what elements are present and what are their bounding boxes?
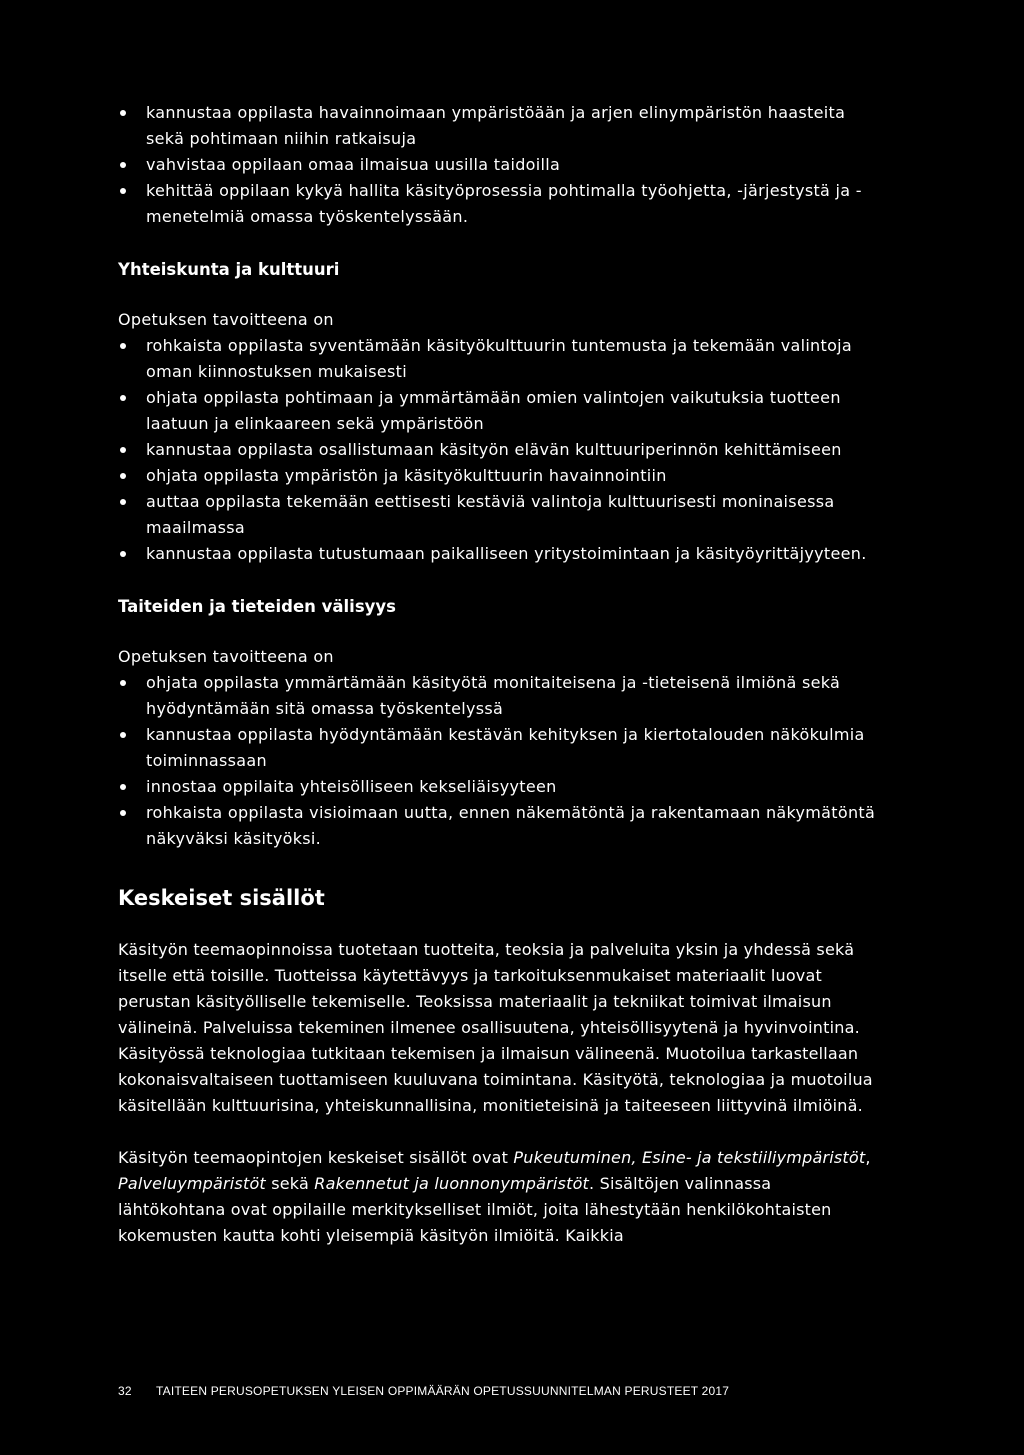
list-item: kannustaa oppilasta havainnoimaan ympäristöään ja arjen elinympäristön haasteita sekä pohtimaan niihin ratkaisuja: [118, 100, 878, 152]
page-footer: [118, 1383, 729, 1399]
section-intro: Opetuksen tavoitteena on: [118, 647, 334, 666]
list-item: auttaa oppilasta tekemään eettisesti kestäviä valintoja kulttuurisesti moninaisessa maailmassa: [118, 489, 878, 541]
arts-bullet-list: [118, 670, 878, 852]
list-item: kannustaa oppilasta tutustumaan paikalliseen yritystoimintaan ja käsityöyrittäjyyteen.: [118, 541, 878, 567]
list-item: kannustaa oppilasta osallistumaan käsityön elävän kulttuuriperinnön kehittämiseen: [118, 437, 878, 463]
page-number: 32: [118, 1384, 132, 1398]
text-run: sekä: [265, 1174, 315, 1193]
list-item: ohjata oppilasta pohtimaan ja ymmärtämään omien valintojen vaikutuksia tuotteen laatuun ja elinkaareen sekä ympäristöön: [118, 385, 878, 437]
list-item: vahvistaa oppilaan omaa ilmaisua uusilla taidoilla: [118, 152, 878, 178]
list-item: kehittää oppilaan kykyä hallita käsityöprosessia pohtimalla työohjetta, -järjestystä ja -menetelmiä omassa työskentelyssään.: [118, 178, 878, 230]
list-item: rohkaista oppilasta visioimaan uutta, ennen näkemätöntä ja rakentamaan näkymätöntä näkyväksi käsityöksi.: [118, 800, 878, 852]
section-heading-society: Yhteiskunta ja kulttuuri: [118, 260, 340, 279]
section-heading-content: Keskeiset sisällöt: [118, 886, 325, 910]
list-item: kannustaa oppilasta hyödyntämään kestävän kehityksen ja kiertotalouden näkökulmia toiminnassaan: [118, 722, 878, 774]
paragraph: Käsityön teemaopinnoissa tuotetaan tuotteita, teoksia ja palveluita yksin ja yhdessä sekä itselle että toisille. Tuotteissa käytettävyys ja tarkoituksenmukaiset materiaalit luovat perustan käsityölliselle tekemiselle. Teoksissa materiaalit ja tekniikat toimivat ilmaisun välineinä. Palveluissa tekeminen ilmenee osallisuutena, yhteisöllisyytenä ja hyvinvointina. Käsityössä teknologiaa tutkitaan tekemisen ja ilmaisun välineenä. Muotoilua tarkastellaan kokonaisvaltaiseen tuottamiseen kuuluvana toimintana. Käsityötä, teknologiaa ja muotoilua käsitellään kulttuurisina, yhteiskunnallisina, monitieteisinä ja taiteeseen liittyvinä ilmiöinä.: [118, 940, 873, 1115]
page-content: [118, 100, 878, 1249]
emphasis-text: Palveluympäristöt: [118, 1174, 266, 1193]
society-bullet-list: [118, 333, 878, 567]
paragraph: [118, 1145, 878, 1249]
text-run: . Sisältöjen valinnassa lähtökohtana ovat oppilaille merkitykselliset ilmiöt, joita lähestytään henkilökohtaisten kokemusten kautta kohti yleisempiä käsityön ilmiöitä. Kaikkia: [118, 1174, 832, 1245]
text-run: ,: [865, 1148, 871, 1167]
list-item: innostaa oppilaita yhteisölliseen kekseliäisyyteen: [118, 774, 878, 800]
emphasis-text: Rakennetut ja luonnonympäristöt: [314, 1174, 590, 1193]
footer-title: TAITEEN PERUSOPETUKSEN YLEISEN OPPIMÄÄRÄN OPETUSSUUNNITELMAN PERUSTEET 2017: [156, 1384, 730, 1398]
emphasis-text: Pukeutuminen, Esine- ja tekstiiliympäristöt: [513, 1148, 866, 1167]
list-item: rohkaista oppilasta syventämään käsityökulttuurin tuntemusta ja tekemään valintoja oman kiinnostuksen mukaisesti: [118, 333, 878, 385]
section-intro: Opetuksen tavoitteena on: [118, 310, 334, 329]
intro-bullet-list: [118, 100, 878, 230]
list-item: ohjata oppilasta ympäristön ja käsityökulttuurin havainnointiin: [118, 463, 878, 489]
list-item: ohjata oppilasta ymmärtämään käsityötä monitaiteisena ja -tieteisenä ilmiönä sekä hyödyntämään sitä omassa työskentelyssä: [118, 670, 878, 722]
section-heading-arts: Taiteiden ja tieteiden välisyys: [118, 597, 396, 616]
text-run: Käsityön teemaopintojen keskeiset sisällöt ovat: [118, 1148, 514, 1167]
